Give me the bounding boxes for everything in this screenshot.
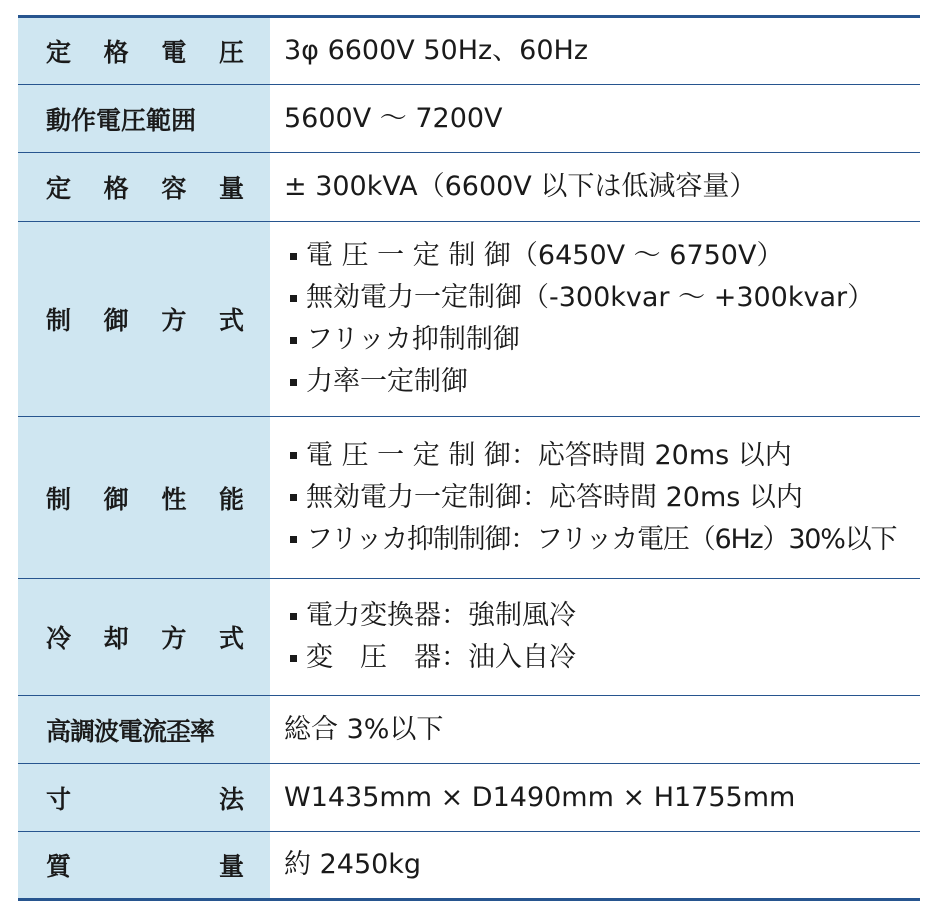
list-item: 無効電力一定制御：応答時間 20ms 以内 [284, 477, 920, 519]
row-label: 定 格 容 量 [18, 153, 270, 221]
spec-row-mass [18, 832, 920, 898]
bullet-icon [290, 253, 297, 260]
spec-row-rated-voltage [18, 18, 920, 85]
bullet-icon [290, 655, 297, 662]
bullet-icon [290, 494, 297, 501]
bullet-icon [290, 337, 297, 344]
row-value: 約 2450kg [284, 849, 422, 880]
row-value: 3φ 6600V 50Hz、60Hz [284, 35, 589, 66]
list-item: フリッカ抑制制御：フリッカ電圧（6Hz）30%以下 [284, 519, 920, 561]
spec-row-control-method [18, 222, 920, 417]
row-value: 5600V ～ 7200V [284, 102, 503, 134]
row-value [270, 417, 920, 578]
row-value: W1435mm × D1490mm × H1755mm [284, 781, 796, 813]
spec-row-cooling-method [18, 579, 920, 696]
row-label: 高調波電流歪率 [18, 696, 270, 763]
spec-row-dimensions [18, 764, 920, 832]
row-value: ± 300kVA（6600V 以下は低減容量） [284, 171, 757, 202]
list-item: 変 圧 器：油入自冷 [284, 637, 920, 679]
row-label: 制 御 方 式 [18, 222, 270, 416]
row-label: 冷 却 方 式 [18, 579, 270, 695]
list-item: フリッカ抑制制御 [284, 319, 920, 361]
row-value: 総合 3%以下 [284, 713, 444, 745]
spec-row-operating-voltage-range [18, 85, 920, 153]
bullet-icon [290, 295, 297, 302]
row-label: 質 量 [18, 832, 270, 898]
row-value [270, 222, 920, 416]
spec-table [18, 15, 920, 901]
bullet-icon [290, 452, 297, 459]
spec-row-harmonic-distortion [18, 696, 920, 764]
bullet-icon [290, 536, 297, 543]
spec-row-rated-capacity [18, 153, 920, 222]
row-label: 動作電圧範囲 [18, 85, 270, 152]
list-item: 電 圧 一 定 制 御（6450V ～ 6750V） [284, 235, 920, 277]
row-label: 定 格 電 圧 [18, 18, 270, 84]
row-label: 寸 法 [18, 764, 270, 831]
bullet-icon [290, 613, 297, 620]
list-item: 電力変換器：強制風冷 [284, 595, 920, 637]
row-value [270, 579, 920, 695]
row-label: 制 御 性 能 [18, 417, 270, 578]
list-item: 力率一定制御 [284, 361, 920, 403]
list-item: 電 圧 一 定 制 御：応答時間 20ms 以内 [284, 435, 920, 477]
list-item: 無効電力一定制御（-300kvar ～ +300kvar） [284, 277, 920, 319]
bullet-icon [290, 379, 297, 386]
spec-row-control-performance [18, 417, 920, 579]
